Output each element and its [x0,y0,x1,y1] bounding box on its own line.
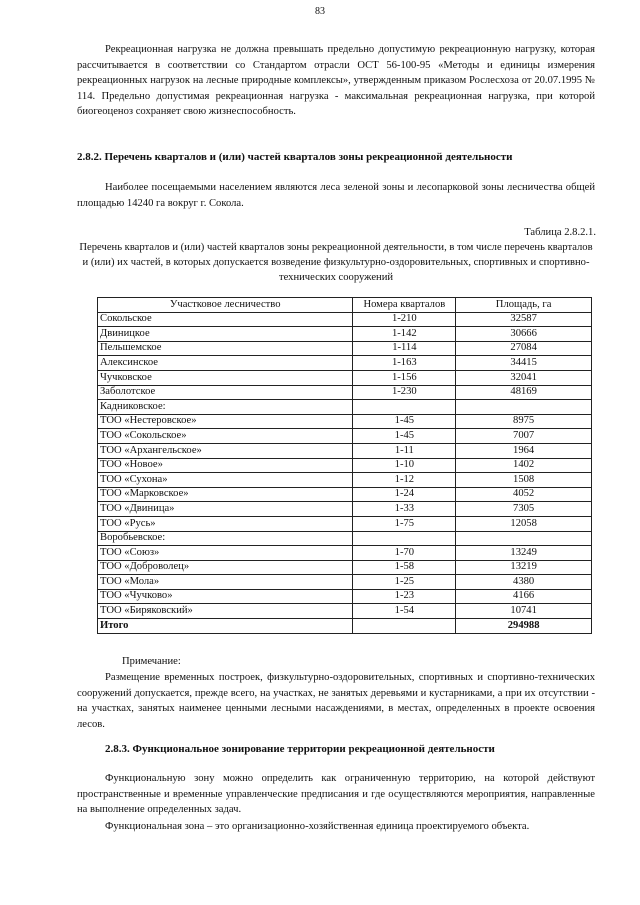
row-area: 7007 [456,429,592,444]
row-name: Двиницкое [98,327,353,342]
row-area: 1508 [456,473,592,488]
row-area: 8975 [456,414,592,429]
row-name: Кадниковское: [98,400,353,415]
row-quarters: 1-24 [353,487,456,502]
row-name: ТОО «Марковское» [98,487,353,502]
row-quarters: 1-11 [353,443,456,458]
table-row [98,400,592,415]
row-name: ТОО «Сокольское» [98,429,353,444]
page-number: 83 [315,6,325,17]
paragraph-recreational-load: Рекреационная нагрузка не должна превышать предельно допустимую рекреационную нагрузку, которая рассчитывается в соответствии со Стандартом отрасли ОСТ 56-100-95 «Методы и единицы измерения рекреационных нагрузок на лесные природные комплексы», утвержденным приказом Рослесхоза от 20.07.1995 № 114. Предельно допустимая рекреационная нагрузка - максимальная рекреационная нагрузка, при которой биогеоценоз сохраняет свою жизнеспособность. [77,44,595,118]
row-area [456,400,592,415]
row-quarters: 1-45 [353,429,456,444]
table-row [98,341,592,356]
row-name: Воробьевское: [98,531,353,546]
table-row [98,546,592,561]
row-name: ТОО «Доброволец» [98,560,353,575]
row-quarters: 1-210 [353,312,456,327]
table-row [98,356,592,371]
header-quarters: Номера кварталов [353,298,456,313]
row-area: 32587 [456,312,592,327]
row-quarters: 1-12 [353,473,456,488]
row-area: 7305 [456,502,592,517]
paragraph-functional-zone-unit: Функциональная зона – это организационно-хозяйственная единица проектируемого объекта. [105,821,530,832]
row-name: Алексинское [98,356,353,371]
section-heading-2-8-2: 2.8.2. Перечень кварталов и (или) частей кварталов зоны рекреационной деятельности [77,151,513,163]
total-area: 294988 [456,619,592,634]
row-name: ТОО «Двиница» [98,502,353,517]
table-row [98,589,592,604]
row-area: 48169 [456,385,592,400]
table-row [98,443,592,458]
table-row [98,312,592,327]
row-quarters: 1-163 [353,356,456,371]
row-name: ТОО «Русь» [98,516,353,531]
section-heading-2-8-3: 2.8.3. Функциональное зонирование территории рекреационной деятельности [105,743,495,755]
row-name: Заболотское [98,385,353,400]
table-row [98,560,592,575]
row-name: Пельшемское [98,341,353,356]
table-row [98,473,592,488]
note-text: Размещение временных построек, физкультурно-оздоровительных, спортивных и спортивно-технических сооружений допускается, прежде всего, на участках, не занятых деревьями и кустарниками, а при их отсутствии - на участках, занятых наименее ценными лесными насаждениями, в местах, определенных в проекте освоения лесов. [77,672,595,730]
row-quarters: 1-33 [353,502,456,517]
row-quarters: 1-54 [353,604,456,619]
table-total-row [98,619,592,634]
row-quarters: 1-45 [353,414,456,429]
row-name: ТОО «Биряковский» [98,604,353,619]
table-row [98,414,592,429]
paragraph-most-visited: Наиболее посещаемыми населением являются леса зеленой зоны и лесопарковой зоны лесничества общей площадью 14240 га вокруг г. Сокола. [77,182,595,209]
table-title: Перечень кварталов и (или) частей кварталов зоны рекреационной деятельности, в том числе перечень кварталов и (или) их частей, в которых допускается возведение физкультурно-оздоровительных, спортивных и спортивно-технических сооружений [79,242,593,284]
row-quarters: 1-75 [353,516,456,531]
table-row [98,575,592,590]
row-quarters: 1-70 [353,546,456,561]
row-area: 27084 [456,341,592,356]
row-quarters: 1-25 [353,575,456,590]
row-name: ТОО «Сухона» [98,473,353,488]
row-quarters: 1-142 [353,327,456,342]
row-area: 32041 [456,370,592,385]
row-name: ТОО «Нестеровское» [98,414,353,429]
row-quarters: 1-230 [353,385,456,400]
row-quarters: 1-10 [353,458,456,473]
row-name: ТОО «Чучково» [98,589,353,604]
row-name: Чучковское [98,370,353,385]
note-label: Примечание: [122,656,181,667]
row-quarters: 1-23 [353,589,456,604]
row-quarters: 1-114 [353,341,456,356]
table-row [98,370,592,385]
row-area: 13219 [456,560,592,575]
row-quarters [353,531,456,546]
row-area: 4380 [456,575,592,590]
row-name: ТОО «Новое» [98,458,353,473]
row-area: 1964 [456,443,592,458]
row-area: 34415 [456,356,592,371]
row-quarters: 1-156 [353,370,456,385]
table-row [98,458,592,473]
total-quarters [353,619,456,634]
table-row [98,487,592,502]
table-row [98,516,592,531]
paragraph-functional-zone-def: Функциональную зону можно определить как ограниченную территорию, на которой действуют пространственные и временные управленческие предписания и где осуществляются мероприятия, направленные на выполнение определенных задач. [77,773,595,816]
table-row [98,531,592,546]
table-header-row [98,298,592,313]
table-row [98,502,592,517]
row-area: 4052 [456,487,592,502]
row-area [456,531,592,546]
row-area: 13249 [456,546,592,561]
table-number: Таблица 2.8.2.1. [524,227,596,238]
row-area: 30666 [456,327,592,342]
row-name: ТОО «Союз» [98,546,353,561]
table-row [98,604,592,619]
row-name: ТОО «Архангельское» [98,443,353,458]
table-row [98,385,592,400]
row-quarters: 1-58 [353,560,456,575]
row-area: 12058 [456,516,592,531]
row-name: ТОО «Мола» [98,575,353,590]
header-area: Площадь, га [456,298,592,313]
table-row [98,429,592,444]
row-quarters [353,400,456,415]
total-label: Итого [98,619,353,634]
row-area: 1402 [456,458,592,473]
row-area: 10741 [456,604,592,619]
row-name: Сокольское [98,312,353,327]
row-area: 4166 [456,589,592,604]
table-row [98,327,592,342]
header-forestry: Участковое лесничество [98,298,353,313]
quarters-table [97,297,592,634]
